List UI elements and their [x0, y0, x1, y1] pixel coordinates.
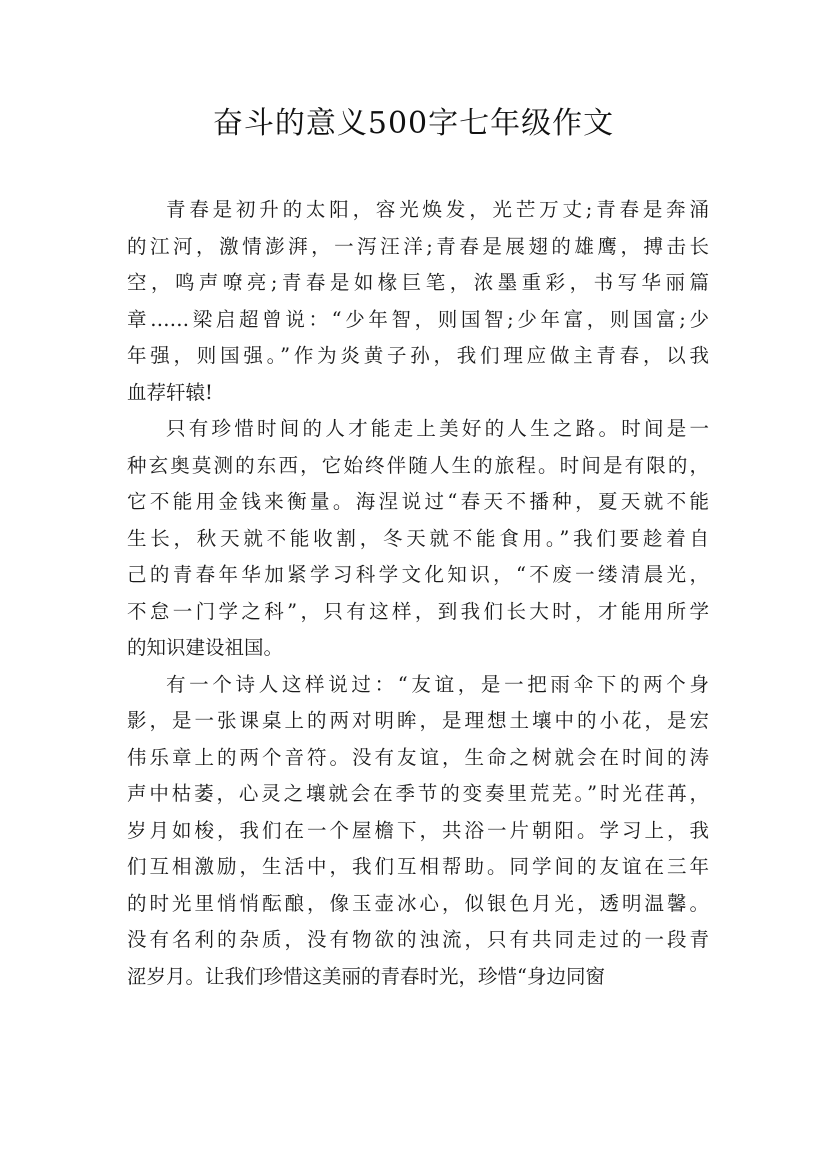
- text-line: 血荐轩辕!: [127, 380, 213, 404]
- text-line: 们互相激励，生活中，我们互相帮助。同学间的友谊在三年: [127, 855, 709, 878]
- paragraph-1: [127, 192, 709, 411]
- text-line: 它不能用金钱来衡量。海涅说过“春天不播种，夏天就不能: [127, 490, 709, 513]
- text-line: 不怠一门学之科”，只有这样，到我们长大时，才能用所学: [127, 599, 709, 623]
- text-line: 空，鸣声嘹亮;青春是如椽巨笔，浓墨重彩，书写华丽篇: [127, 271, 709, 294]
- text-line: 涩岁月。让我们珍惜这美丽的青春时光，珍惜“身边同窗: [127, 964, 605, 988]
- text-line: 的知识建设祖国。: [127, 636, 284, 659]
- text-line: 种玄奥莫测的东西，它始终伴随人生的旅程。时间是有限的，: [127, 453, 709, 477]
- text-line: 己的青春年华加紧学习科学文化知识，“不废一缕清晨光，: [127, 563, 709, 586]
- text-line: 没有名利的杂质，没有物欲的浊流，只有共同走过的一段青: [127, 928, 709, 951]
- text-line: 的江河，激情澎湃，一泻汪洋;青春是展翅的雄鹰，搏击长: [127, 234, 709, 258]
- text-line: 年强，则国强。”作为炎黄子孙，我们理应做主青春，以我: [127, 344, 709, 367]
- text-line: 有一个诗人这样说过：“友谊，是一把雨伞下的两个身: [166, 672, 709, 696]
- text-line: 岁月如梭，我们在一个屋檐下，共浴一片朝阳。学习上，我: [127, 818, 709, 842]
- text-line: 生长，秋天就不能收割，冬天就不能食用。”我们要趁着自: [127, 526, 709, 550]
- text-line: 声中枯萎，心灵之壤就会在季节的变奏里荒芜。”时光荏苒，: [127, 782, 709, 805]
- text-line: 章……梁启超曾说：“少年智，则国智;少年富，则国富;少: [127, 307, 709, 331]
- paragraph-2: [127, 411, 709, 667]
- paragraph-3: [127, 667, 709, 996]
- text-line: 只有珍惜时间的人才能走上美好的人生之路。时间是一: [166, 417, 709, 440]
- text-line: 伟乐章上的两个音符。没有友谊，生命之树就会在时间的涛: [127, 745, 709, 769]
- text-line: 影，是一张课桌上的两对明眸，是理想土壤中的小花，是宏: [127, 709, 709, 732]
- document-body: [127, 192, 709, 995]
- text-line: 的时光里悄悄酝酿，像玉壶冰心，似银色月光，透明温馨。: [127, 891, 709, 915]
- document-title: 奋斗的意义500字七年级作文: [212, 106, 615, 141]
- text-line: 青春是初升的太阳，容光焕发，光芒万丈;青春是奔涌: [166, 198, 709, 221]
